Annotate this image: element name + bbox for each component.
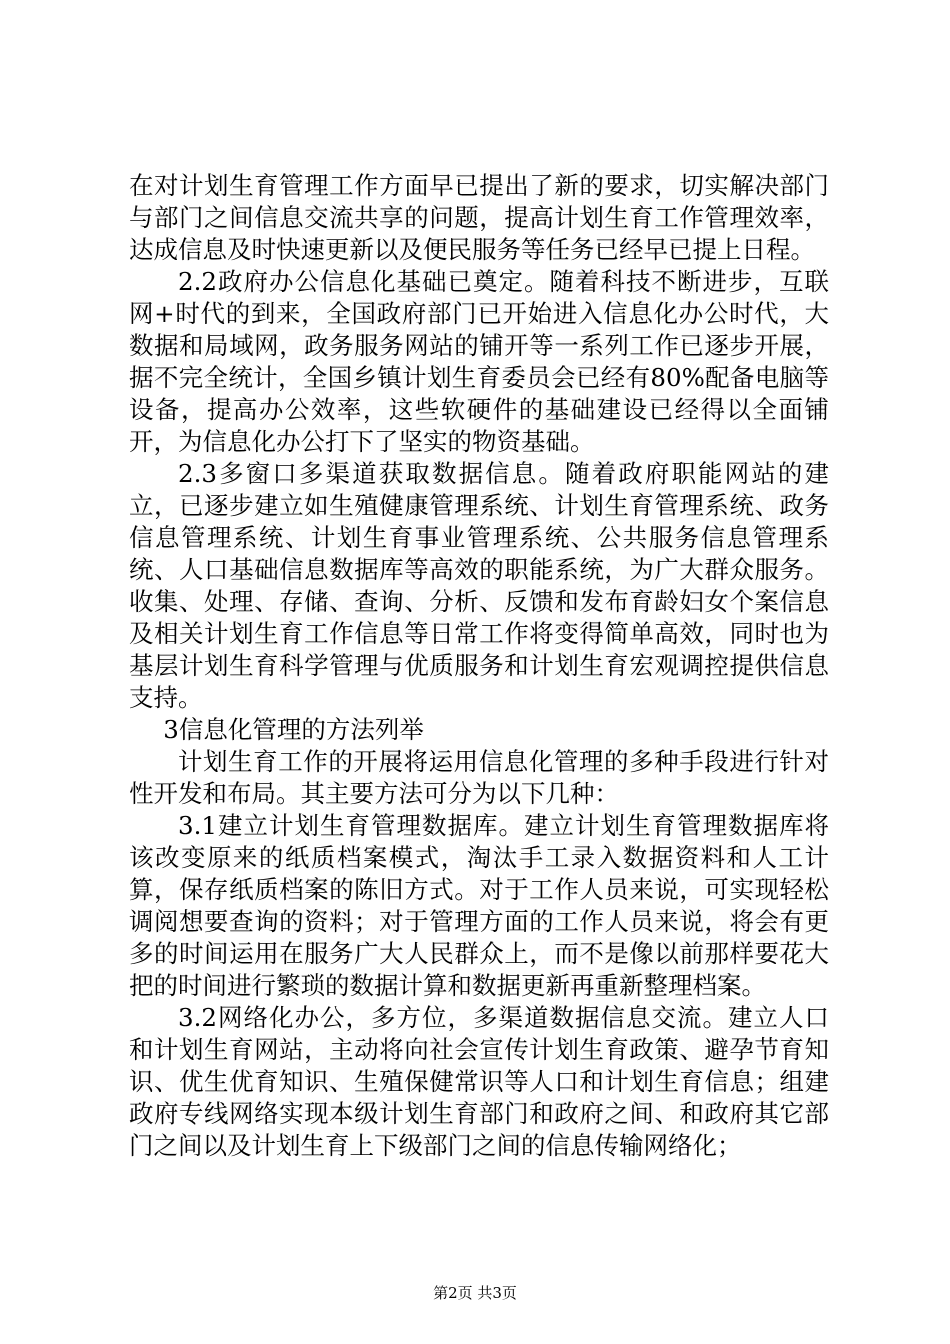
document-body: [129, 170, 829, 1162]
paragraph-continuation: 在对计划生育管理工作方面早已提出了新的要求，切实解决部门与部门之间信息交流共享的问题，提高计划生育工作管理效率，达成信息及时快速更新以及便民服务等任务已经早已提上日程。: [129, 171, 829, 264]
paragraph-2-2: 2.2政府办公信息化基础已奠定。随着科技不断进步，互联网+时代的到来，全国政府部门已开始进入信息化办公时代，大数据和局域网，政务服务网站的铺开等一系列工作已逐步开展，据不完全统计，全国乡镇计划生育委员会已经有80%配备电脑等设备，提高办公效率，这些软硬件的基础建设已经得以全面铺开，为信息化办公打下了坚实的物资基础。: [129, 267, 829, 456]
paragraph-3-1: 3.1建立计划生育管理数据库。建立计划生育管理数据库将该改变原来的纸质档案模式，淘汰手工录入数据资料和人工计算，保存纸质档案的陈旧方式。对于工作人员来说，可实现轻松调阅想要查询的资料；对于管理方面的工作人员来说，将会有更多的时间运用在服务广大人民群众上，而不是像以前那样要花大把的时间进行繁琐的数据计算和数据更新再重新整理档案。: [129, 811, 829, 1000]
section-heading-3: 3信息化管理的方法列举: [163, 715, 424, 744]
paragraph-3-intro: 计划生育工作的开展将运用信息化管理的多种手段进行针对性开发和布局。其主要方法可分为以下几种：: [129, 747, 829, 808]
paragraph-3-2: 3.2网络化办公，多方位，多渠道数据信息交流。建立人口和计划生育网站，主动将向社会宣传计划生育政策、避孕节育知识、优生优育知识、生殖保健常识等人口和计划生育信息；组建政府专线网络实现本级计划生育部门和政府之间、和政府其它部门之间以及计划生育上下级部门之间的信息传输网络化；: [129, 1003, 829, 1160]
page-number-footer: 第2页 共3页: [433, 1284, 517, 1302]
paragraph-2-3: 2.3多窗口多渠道获取数据信息。随着政府职能网站的建立，已逐步建立如生殖健康管理系统、计划生育管理系统、政务信息管理系统、计划生育事业管理系统、公共服务信息管理系统、人口基础信息数据库等高效的职能系统，为广大群众服务。收集、处理、存储、查询、分析、反馈和发布育龄妇女个案信息及相关计划生育工作信息等日常工作将变得简单高效，同时也为基层计划生育科学管理与优质服务和计划生育宏观调控提供信息支持。: [129, 459, 829, 712]
